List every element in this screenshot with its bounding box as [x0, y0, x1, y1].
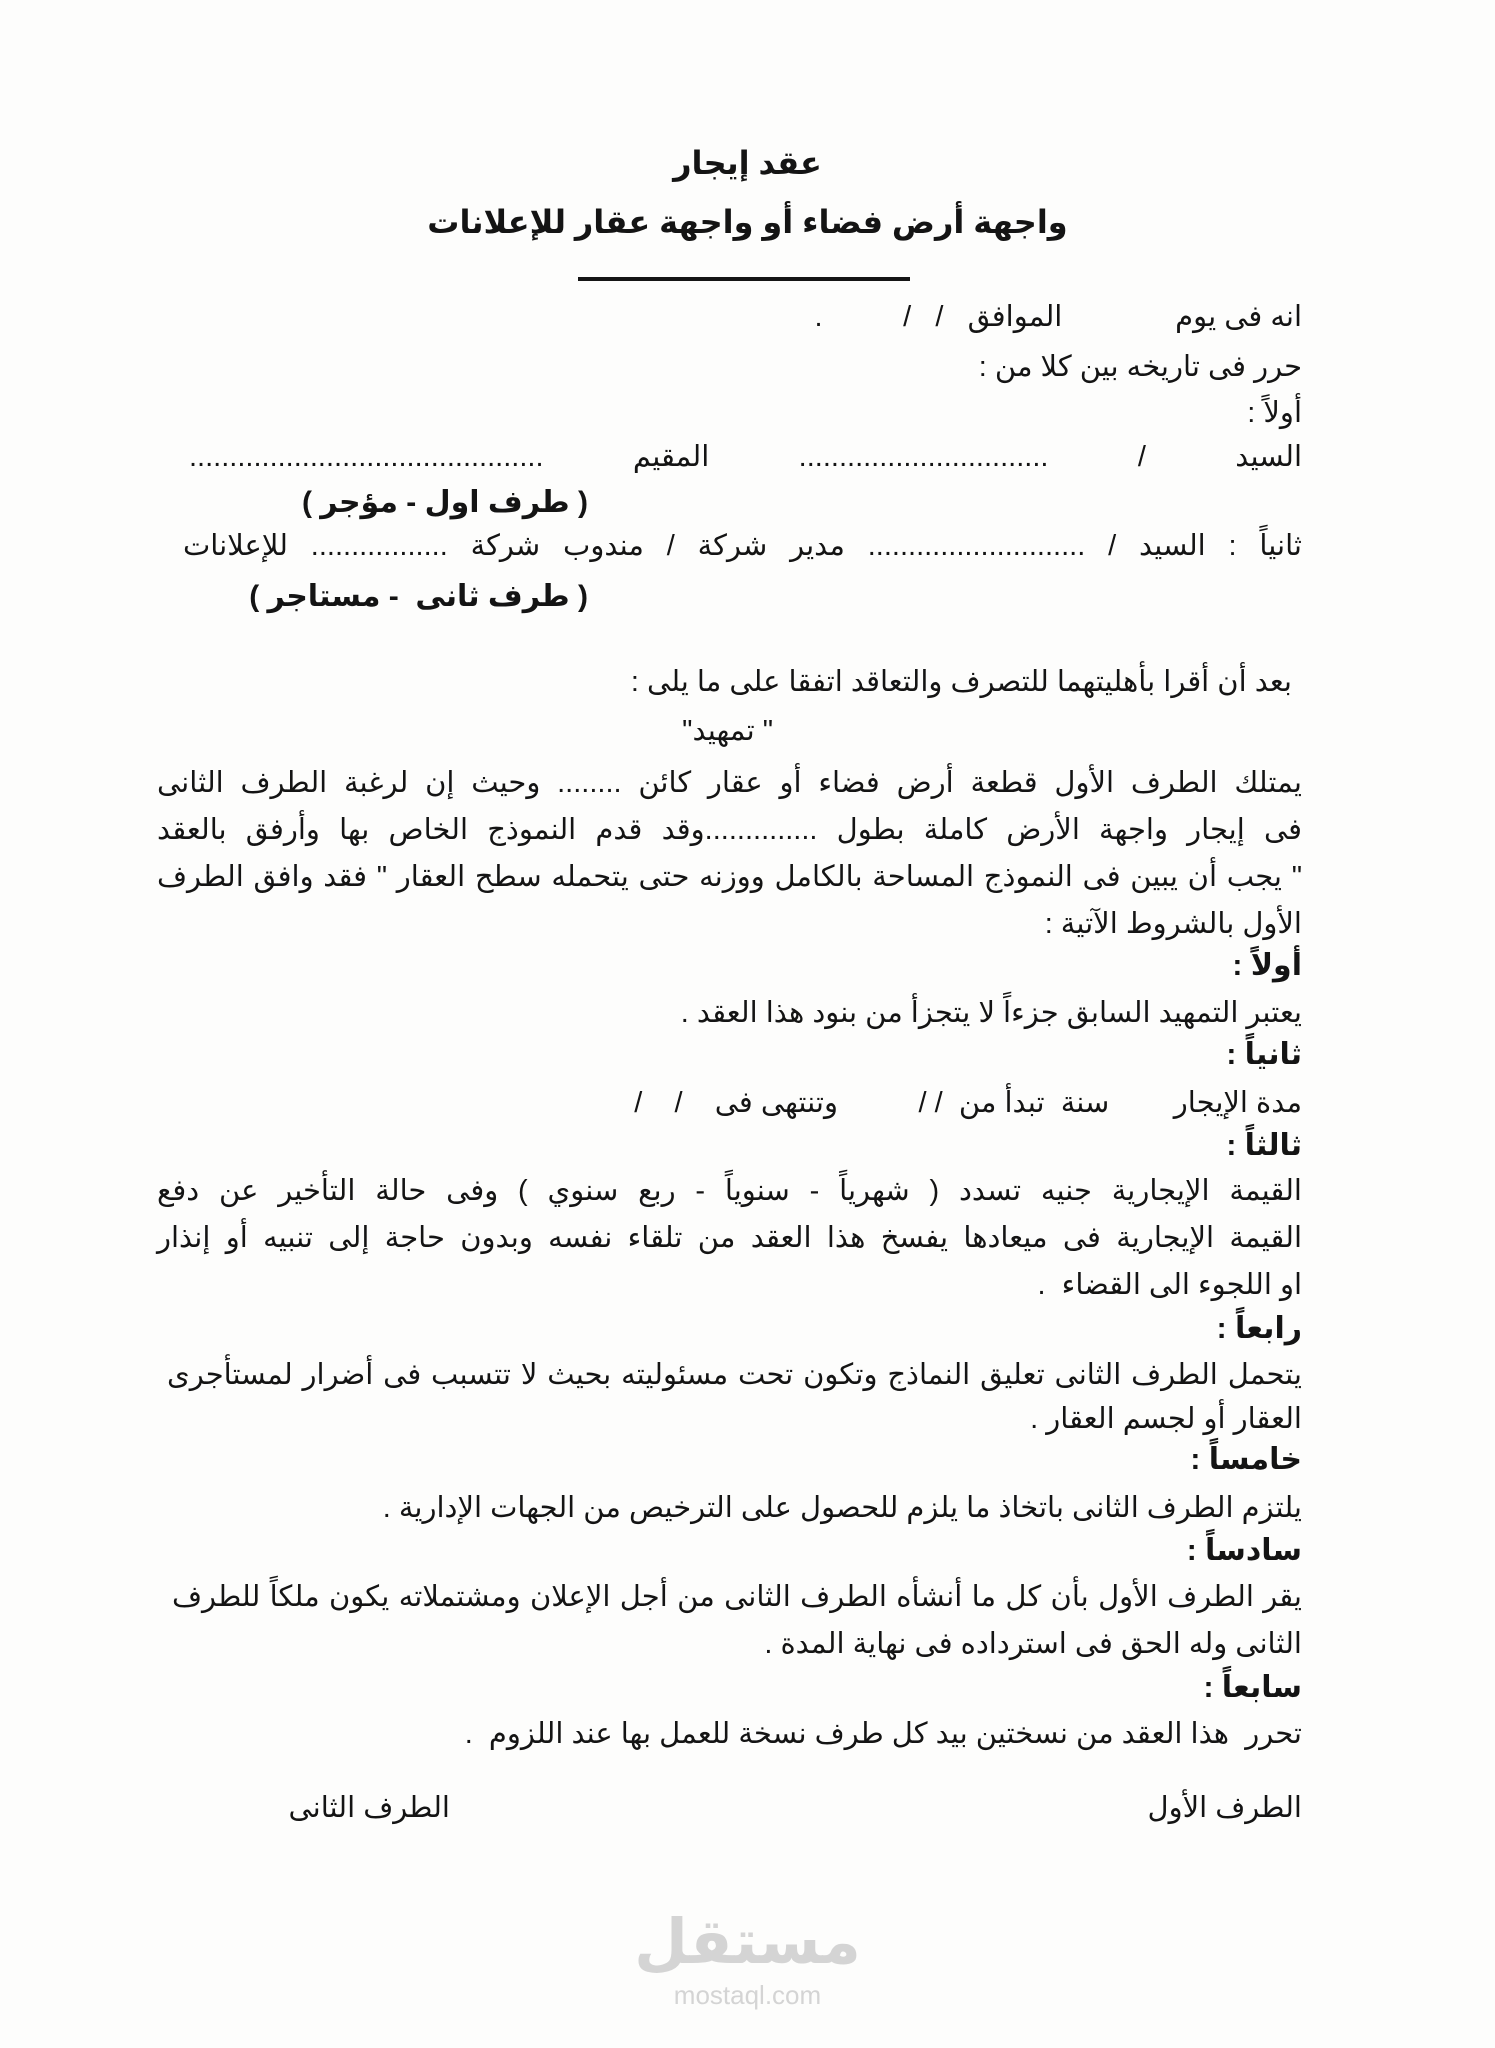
contract-subtitle: واجهة أرض فضاء أو واجهة عقار للإعلانات — [427, 204, 1068, 240]
preface-line: يمتلك الطرف الأول قطعة أرض فضاء أو عقار كائن ........ وحيث إن لرغبة الطرف الثانى — [157, 767, 1302, 799]
watermark-url: mostaql.com — [673, 1980, 822, 2010]
clause-4-text: العقار أو لجسم العقار . — [1030, 1403, 1302, 1435]
first-party-signature: الطرف الأول — [1147, 1792, 1302, 1824]
agreement-line: بعد أن أقرا بأهليتهما للتصرف والتعاقد اتفقا على ما يلى : — [630, 666, 1292, 698]
first-party-role: ( طرف اول - مؤجر ) — [301, 486, 588, 519]
title-divider — [578, 277, 910, 281]
date-line: انه فى يوم الموافق / / . — [814, 301, 1302, 333]
clause-1-text: يعتبر التمهيد السابق جزءاً لا يتجزأ من بنود هذا العقد . — [680, 997, 1302, 1029]
preface-heading: " تمهيد" — [682, 715, 773, 747]
second-party-role: ( طرف ثانى - مستاجر ) — [249, 580, 588, 613]
clause-3-text: القيمة الإيجارية فى ميعادها يفسخ هذا العقد من تلقاء نفسه وبدون حاجة إلى تنبيه أو إنذار — [157, 1222, 1302, 1254]
second-party-signature: الطرف الثانى — [288, 1792, 450, 1824]
drafted-line: حرر فى تاريخه بين كلا من : — [978, 351, 1302, 383]
preface-line: الأول بالشروط الآتية : — [1044, 908, 1302, 940]
preface-line: " يجب أن يبين فى النموذج المساحة بالكامل ووزنه حتى يتحمله سطح العقار " فقد وافق الطرف — [157, 861, 1302, 893]
clause-3-text: او اللجوء الى القضاء . — [1037, 1269, 1302, 1301]
clause-7-text: تحرر هذا العقد من نسختين بيد كل طرف نسخة للعمل بها عند اللزوم . — [464, 1718, 1302, 1750]
clause-6-heading: سادساً : — [1186, 1534, 1302, 1567]
watermark-logo: مستقل — [634, 1908, 861, 1977]
clause-1-heading: أولاً : — [1232, 949, 1302, 982]
clause-7-heading: سابعاً : — [1203, 1671, 1302, 1704]
clause-3-heading: ثالثاً : — [1226, 1129, 1302, 1162]
clause-5-text: يلتزم الطرف الثانى باتخاذ ما يلزم للحصول على الترخيص من الجهات الإدارية . — [382, 1492, 1302, 1524]
clause-2-text: مدة الإيجار سنة تبدأ من / / وتنتهى فى / / — [634, 1087, 1302, 1119]
clause-3-text: القيمة الإيجارية جنيه تسدد ( شهرياً - سنوياً - ربع سنوي ) وفى حالة التأخير عن دفع — [157, 1175, 1302, 1207]
contract-title: عقد إيجار — [673, 145, 822, 181]
first-party-label: أولاً : — [1247, 397, 1302, 429]
second-party-line: ثانياً : السيد / ........................... مدير شركة / مندوب شركة ................. للإعلانات — [183, 530, 1302, 562]
clause-4-heading: رابعاً : — [1216, 1312, 1302, 1345]
first-party-line: السيد / ............................... المقيم ............................................ — [189, 441, 1302, 473]
preface-line: فى إيجار واجهة الأرض كاملة بطول ..............وقد قدم النموذج الخاص بها وأرفق بالعقد — [157, 814, 1302, 846]
clause-5-heading: خامساً : — [1190, 1443, 1302, 1476]
clause-6-text: الثانى وله الحق فى استرداده فى نهاية المدة . — [764, 1628, 1302, 1660]
clause-2-heading: ثانياً : — [1226, 1038, 1302, 1071]
clause-6-text: يقر الطرف الأول بأن كل ما أنشأه الطرف الثانى من أجل الإعلان ومشتملاته يكون ملكاً للطرف — [172, 1581, 1302, 1613]
clause-4-text: يتحمل الطرف الثانى تعليق النماذج وتكون تحت مسئوليته بحيث لا تتسبب فى أضرار لمستأجرى — [167, 1359, 1302, 1391]
